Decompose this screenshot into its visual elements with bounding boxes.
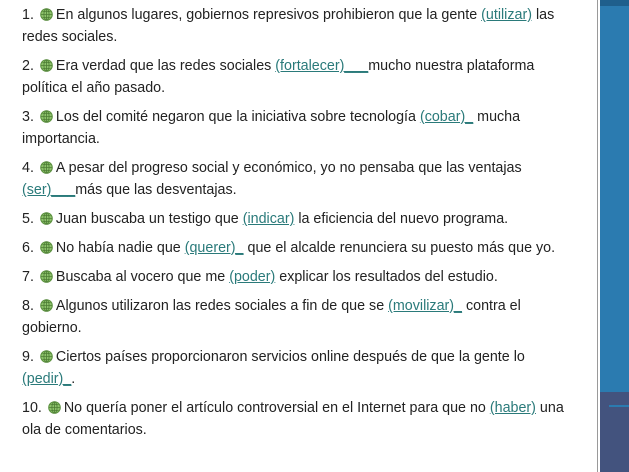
question-text-after: mucho nuestra plataforma política el año pasado. bbox=[22, 58, 535, 96]
question-number: 2. bbox=[22, 58, 34, 74]
question-text-before: Buscaba al vocero que me bbox=[55, 269, 230, 285]
question-text-after: . bbox=[71, 371, 76, 387]
question-item bbox=[22, 157, 572, 201]
question-text-after: que el alcalde renunciera su puesto más que yo. bbox=[243, 240, 556, 256]
question-text-after: mucha importancia. bbox=[22, 109, 521, 147]
globe-icon[interactable] bbox=[40, 239, 53, 252]
globe-icon[interactable] bbox=[40, 57, 53, 70]
globe-icon[interactable] bbox=[40, 6, 53, 19]
globe-icon[interactable] bbox=[40, 268, 53, 281]
question-item bbox=[22, 208, 572, 230]
question-number: 1. bbox=[22, 7, 34, 23]
question-number: 6. bbox=[22, 240, 34, 256]
question-text-before: Los del comité negaron que la iniciativa sobre tecnología bbox=[55, 109, 420, 125]
question-item bbox=[22, 106, 572, 150]
question-text-before: Juan buscaba un testigo que bbox=[55, 211, 243, 227]
answer-blank[interactable]: (utilizar) bbox=[481, 7, 532, 23]
question-text-after: las redes sociales. bbox=[22, 7, 555, 45]
question-item bbox=[22, 55, 572, 99]
question-text-before: Ciertos países proporcionaron servicios online después de que la gente lo bbox=[55, 349, 525, 365]
sidebar-marker bbox=[609, 405, 629, 407]
globe-icon[interactable] bbox=[40, 210, 53, 223]
question-text-after: contra el gobierno. bbox=[22, 298, 521, 336]
question-item bbox=[22, 346, 572, 390]
question-number: 4. bbox=[22, 160, 34, 176]
sidebar-top-strip bbox=[600, 0, 629, 6]
question-item bbox=[22, 4, 572, 48]
answer-blank[interactable]: (fortalecer)___ bbox=[275, 58, 369, 74]
question-item bbox=[22, 397, 572, 441]
globe-icon[interactable] bbox=[48, 399, 61, 412]
question-text-before: En algunos lugares, gobiernos represivos prohibieron que la gente bbox=[55, 7, 482, 23]
answer-blank[interactable]: (ser)___ bbox=[22, 182, 76, 198]
question-item bbox=[22, 295, 572, 339]
question-number: 3. bbox=[22, 109, 34, 125]
globe-icon[interactable] bbox=[40, 297, 53, 310]
sidebar-lower-panel bbox=[600, 392, 629, 472]
right-sidebar bbox=[600, 0, 629, 472]
answer-blank[interactable]: (haber) bbox=[489, 400, 536, 416]
question-text-before: A pesar del progreso social y económico, yo no pensaba que las ventajas bbox=[55, 160, 522, 176]
answer-blank[interactable]: (movilizar)_ bbox=[388, 298, 462, 314]
question-text-after: explicar los resultados del estudio. bbox=[275, 269, 498, 285]
answer-blank[interactable]: (querer)_ bbox=[184, 240, 244, 256]
question-text-before: Era verdad que las redes sociales bbox=[55, 58, 276, 74]
question-text-after: más que las desventajas. bbox=[75, 182, 237, 198]
question-item bbox=[22, 266, 572, 288]
answer-blank[interactable]: (poder) bbox=[229, 269, 276, 285]
globe-icon[interactable] bbox=[40, 108, 53, 121]
question-item bbox=[22, 237, 572, 259]
question-text-before: No había nadie que bbox=[55, 240, 185, 256]
answer-blank[interactable]: (pedir)_ bbox=[22, 371, 72, 387]
globe-icon[interactable] bbox=[40, 159, 53, 172]
answer-blank[interactable]: (indicar) bbox=[242, 211, 295, 227]
question-number: 10. bbox=[22, 400, 42, 416]
question-number: 8. bbox=[22, 298, 34, 314]
question-number: 5. bbox=[22, 211, 34, 227]
question-text-before: No quería poner el artículo controversial en el Internet para que no bbox=[63, 400, 490, 416]
question-number: 9. bbox=[22, 349, 34, 365]
answer-blank[interactable]: (cobar)_ bbox=[419, 109, 474, 125]
question-number: 7. bbox=[22, 269, 34, 285]
question-text-before: Algunos utilizaron las redes sociales a fin de que se bbox=[55, 298, 389, 314]
globe-icon[interactable] bbox=[40, 348, 53, 361]
question-text-after: la eficiencia del nuevo programa. bbox=[294, 211, 509, 227]
question-text-after: una ola de comentarios. bbox=[22, 400, 564, 438]
